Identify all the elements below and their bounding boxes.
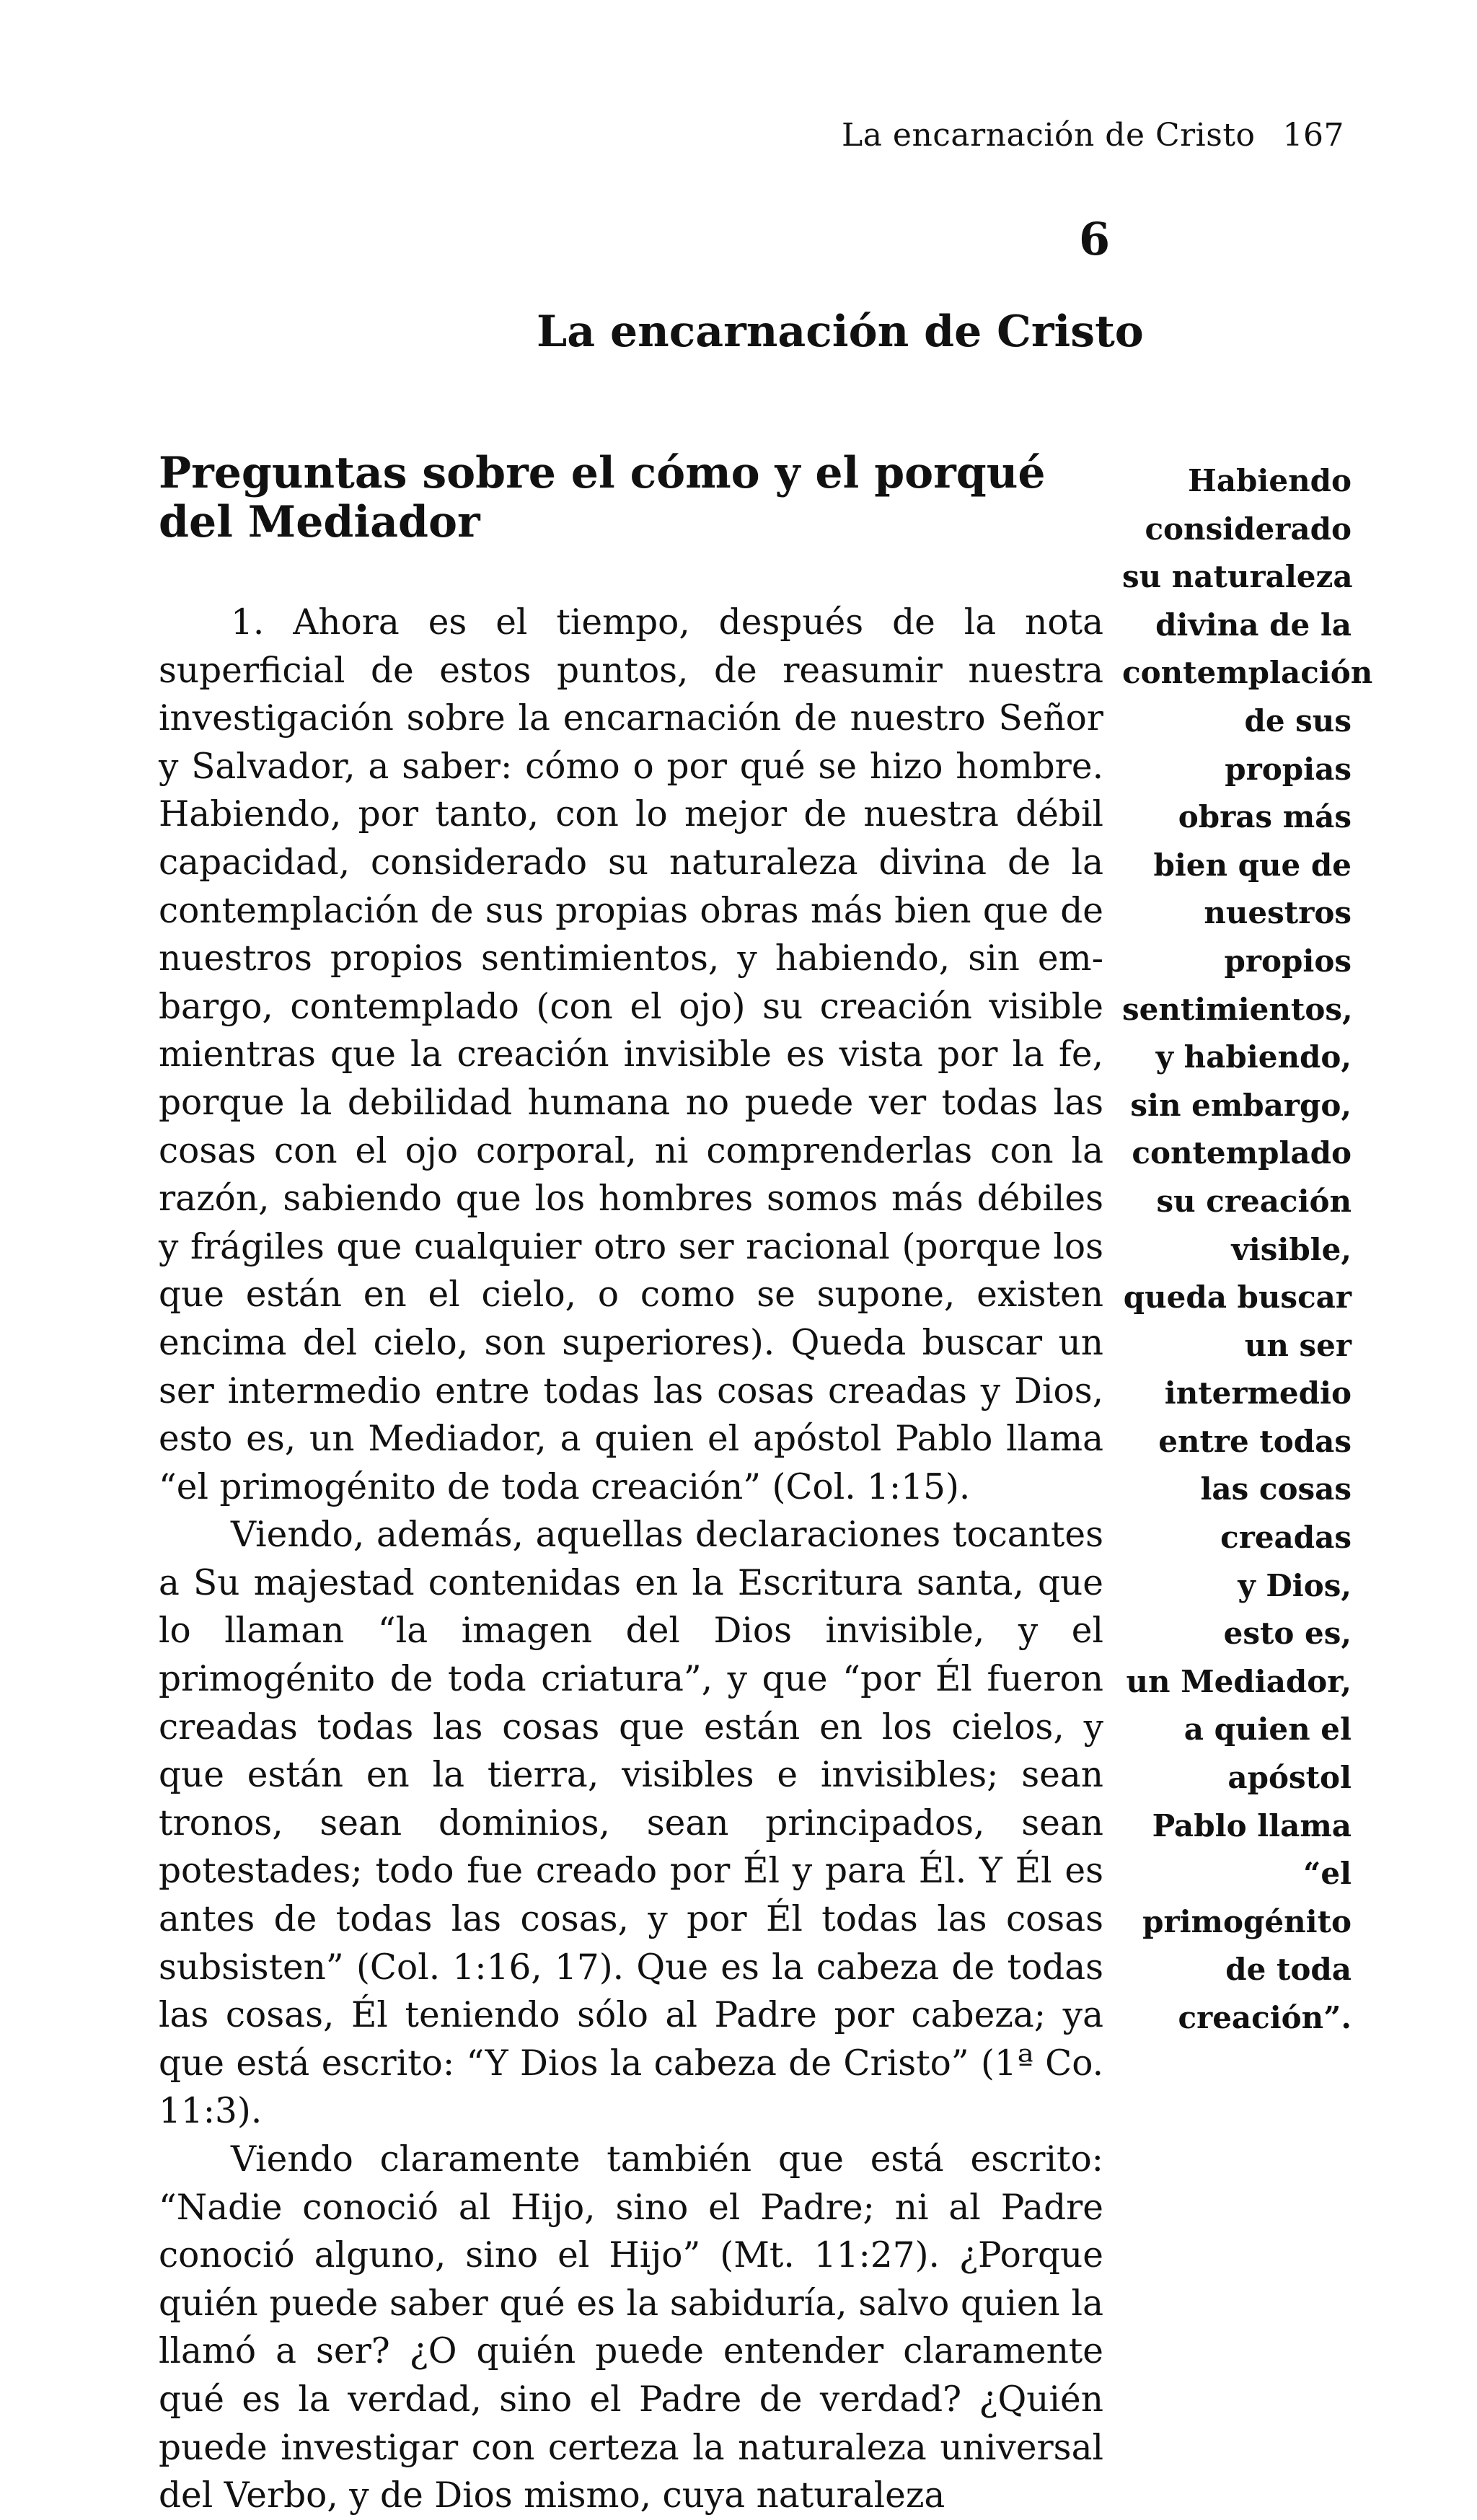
- sidebar-note-line: contemplado: [1132, 1135, 1352, 1171]
- sidebar-note-line: y Dios,: [1238, 1567, 1352, 1603]
- body-text: [159, 599, 1103, 2520]
- sidebar-note-line: creadas: [1220, 1520, 1352, 1556]
- sidebar-note-line: esto es,: [1223, 1616, 1352, 1652]
- sidebar-note-line: un ser: [1244, 1327, 1352, 1363]
- sidebar-note-line: las cosas: [1200, 1471, 1352, 1507]
- sidebar-note-line: bien que de: [1153, 847, 1352, 883]
- paragraph-3: Viendo claramente también que está escrito: “Nadie conoció al Hijo, sino el Padre; ni al Padre conoció alguno, sino el Hijo” (Mt. 11:27). ¿Porque quién puede saber qué es la sabiduría, salvo quien la llamó a ser? ¿O quién puede entender claramente qué es la verdad, sino el Padre de verdad? ¿Quién puede investigar con certeza la naturaleza universal del Verbo, y de Dios mismo, cuya naturaleza: [159, 2139, 1103, 2516]
- chapter-title: La encarnación de Cristo: [537, 307, 1144, 357]
- sidebar-note-line: queda buscar: [1123, 1279, 1352, 1316]
- sidebar-note-line: propios: [1224, 943, 1352, 979]
- sidebar-note-line: apóstol: [1227, 1760, 1352, 1796]
- sidebar-note-line: divina de la: [1155, 607, 1352, 643]
- sidebar-note-line: a quien el: [1183, 1711, 1352, 1748]
- running-title: La encarnación de Cristo: [841, 117, 1256, 154]
- chapter-number: 6: [1079, 213, 1111, 265]
- sidebar-note-line: obras más: [1178, 799, 1352, 835]
- sidebar-note-line: de toda: [1225, 1952, 1352, 1988]
- sidebar-note-line: un Mediador,: [1126, 1663, 1352, 1699]
- sidebar-note-line: de sus: [1244, 702, 1352, 739]
- sidebar-note-line: creación”.: [1178, 2000, 1352, 2035]
- running-header: [842, 114, 1344, 157]
- sidebar-note-line: su naturaleza: [1122, 559, 1353, 595]
- paragraph-1: 1. Ahora es el tiempo, después de la nota superficial de estos puntos, de reasumir nuestra investigación sobre la encarnación de nuestro Señor y Salvador, a saber: cómo o por qué se hizo hombre. Habiendo, por tanto, con lo mejor de nuestra débil capacidad, considerado su naturaleza divina de la contemplación de sus propias obras más bien que de nuestros propios sentimientos, y habiendo, sin embargo, contemplado (con el ojo) su creación visible mientras que la creación invisible es vista por la fe, porque la debilidad humana no puede ver todas las cosas con el ojo corporal, ni comprenderlas con la razón, sabiendo que los hombres somos más débiles y frágiles que cualquier otro ser racional (porque los que están en el cielo, o como se supone, existen encima del cielo, son superiores). Queda buscar un ser intermedio entre todas las cosas creadas y Dios, esto es, un Mediador, a quien el apóstol Pablo llama “el primogénito de toda creación” (Col. 1:15).: [159, 602, 1103, 1507]
- sidebar-note-line: “el: [1303, 1856, 1352, 1892]
- sidebar-note-line: sin embargo,: [1130, 1087, 1352, 1123]
- paragraph-2: Viendo, además, aquellas declaraciones tocantes a Su majestad contenidas en la Escritura santa, que lo llaman “la imagen del Dios invisible, y el primogénito de toda criatura”, y que “por Él fueron creadas todas las cosas que están en los cielos, y que están en la tierra, visibles e invisibles; sean tronos, sean dominios, sean principados, sean potestades; todo fue creado por Él y para Él. Y Él es antes de todas las cosas, y por Él todas las cosas subsisten” (Col. 1:16, 17). Que es la cabeza de todas las cosas, Él teniendo sólo al Padre por cabeza; ya que está escrito: “Y Dios la cabeza de Cristo” (1ª Co. 11:3).: [159, 1515, 1103, 2132]
- section-heading: Preguntas sobre el cómo y el porqué del Mediador: [159, 448, 1046, 547]
- sidebar-note-line: nuestros: [1204, 895, 1352, 931]
- page-number: 167: [1282, 117, 1344, 154]
- sidebar-note-line: primogénito: [1142, 1903, 1352, 1939]
- sidebar-note-line: Pablo llama: [1152, 1807, 1352, 1843]
- sidebar-note-line: su creación: [1156, 1183, 1352, 1219]
- sidebar-note-line: entre todas: [1158, 1423, 1352, 1459]
- sidebar-note-line: contemplación: [1122, 655, 1373, 691]
- sidebar-note-line: propias: [1225, 751, 1352, 787]
- sidebar-note-line: intermedio: [1164, 1375, 1352, 1411]
- sidebar-note-line: Habiendo: [1188, 463, 1352, 498]
- sidebar-note-line: considerado: [1145, 511, 1352, 547]
- sidebar-note-line: sentimientos,: [1122, 991, 1353, 1027]
- sidebar-note: [1122, 457, 1373, 2043]
- sidebar-note-line: visible,: [1231, 1231, 1352, 1267]
- sidebar-note-line: y habiendo,: [1155, 1039, 1352, 1075]
